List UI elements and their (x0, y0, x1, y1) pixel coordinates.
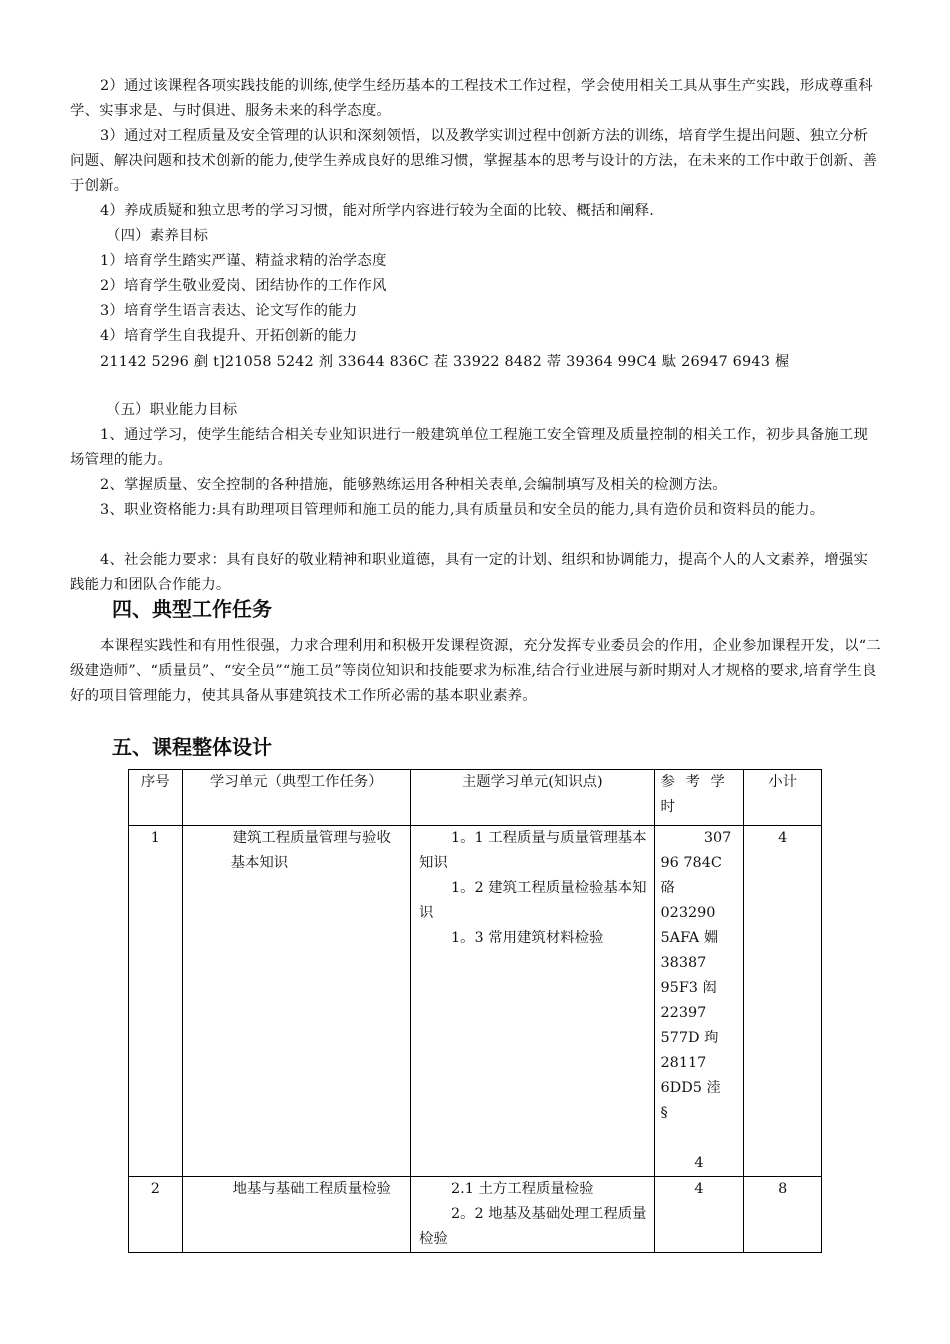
row-1-hours-line-5: 38387 (660, 955, 707, 971)
row-2-unit-text: 地基与基础工程质量检验 (232, 1181, 391, 1197)
section-title-literacy: （四）素养目标 (106, 228, 209, 244)
row-1-hours (654, 826, 744, 1177)
row-1-hours-value: 4 (694, 1155, 704, 1171)
garbled-code-line: 21142 5296 剷 t]21058 5242 剂 33644 836C 茬 33922 8482 蒂 39364 99C4 駄 26947 6943 楃 (100, 354, 790, 370)
row-2-unit (182, 1177, 410, 1253)
row-1-hours-line-7: 22397 (660, 1005, 707, 1021)
objective-paragraph-2: 2）通过该课程各项实践技能的训练,使学生经历基本的工程技术工作过程，学会使用相关工具从事生产实践，形成尊重科学、实事求是、与时俱进、服务未来的科学态度。 (70, 78, 873, 119)
row-1-hours-line-8: 577D 玽 (660, 1030, 719, 1046)
objective-paragraph-4: 4）养成质疑和独立思考的学习习惯，能对所学内容进行较为全面的比较、概括和阐释. (100, 203, 654, 219)
heading-typical-tasks: 四、典型工作任务 (112, 597, 272, 621)
heading-course-design: 五、课程整体设计 (112, 735, 272, 759)
row-2-topic-2: 2。2 地基及基础处理工程质量检验 (418, 1206, 647, 1247)
row-1-topic-3: 1。3 常用建筑材料检验 (450, 930, 604, 946)
typical-tasks-paragraph: 本课程实践性和有用性很强，力求合理利用和积极开发课程资源，充分发挥专业委员会的作用，企业参加课程开发，以“二级建造师”、“质量员”、“安全员”“施工员”等岗位知识和技能要求为标准,结合行业进展与新时期对人才规格的要求,培育学生良好的项目管理能力，使其具备从事建筑技术工作所必需的基本职业素养。 (70, 638, 881, 704)
header-unit: 学习单元（典型工作任务） (182, 770, 410, 826)
vocational-item-2: 2、掌握质量、安全控制的各种措施，能够熟练运用各种相关表单,会编制填写及相关的检测方法。 (100, 477, 727, 493)
header-seq: 序号 (129, 770, 183, 826)
row-1-hours-line-4: 5AFA 婣 (660, 930, 719, 946)
row-1-unit-text: 建筑工程质量管理与验收基本知识 (230, 830, 391, 871)
literacy-item-4: 4）培育学生自我提升、开拓创新的能力 (100, 328, 358, 344)
row-2-seq: 2 (129, 1177, 183, 1253)
table-row (129, 826, 822, 1177)
row-1-subtotal: 4 (744, 826, 822, 1177)
objective-paragraph-3: 3）通过对工程质量及安全管理的认识和深刻领悟，以及教学实训过程中创新方法的训练，培育学生提出问题、独立分析问题、解决问题和技术创新的能力,使学生养成良好的思维习惯，掌握基本的思考与设计的方法，在未来的工作中敢于创新、善于创新。 (70, 128, 878, 194)
header-hours: 参 考 学 时 (654, 770, 744, 826)
row-1-topic-2: 1。2 建筑工程质量检验基本知识 (418, 880, 647, 921)
literacy-item-1: 1）培育学生踏实严谨、精益求精的治学态度 (100, 253, 387, 269)
row-1-hours-line-3: 023290 (660, 905, 716, 921)
row-1-hours-line-6: 95F3 闳 (660, 980, 717, 996)
row-2-topic-1: 2.1 土方工程质量检验 (450, 1181, 594, 1197)
row-1-hours-line-9: 28117 (660, 1055, 707, 1071)
course-design-table (128, 769, 822, 1253)
literacy-item-3: 3）培育学生语言表达、论文写作的能力 (100, 303, 358, 319)
vocational-item-4: 4、社会能力要求：具有良好的敬业精神和职业道德，具有一定的计划、组织和协调能力，提高个人的人文素养，增强实践能力和团队合作能力。 (70, 552, 869, 593)
row-2-topics (410, 1177, 654, 1253)
table-row (129, 1177, 822, 1253)
row-1-unit (182, 826, 410, 1177)
vocational-item-3: 3、职业资格能力:具有助理项目管理师和施工员的能力,具有质量员和安全员的能力,具有造价员和资料员的能力。 (100, 502, 825, 518)
vocational-item-1: 1、通过学习，使学生能结合相关专业知识进行一般建筑单位工程施工安全管理及质量控制的相关工作，初步具备施工现场管理的能力。 (70, 427, 869, 468)
row-2-hours: 4 (654, 1177, 744, 1253)
row-1-hours-line-11: § (660, 1105, 668, 1121)
row-1-hours-line-2: 96 784C 硌 (660, 855, 722, 896)
section-title-vocational: （五）职业能力目标 (106, 402, 238, 418)
row-1-topic-1: 1。1 工程质量与质量管理基本知识 (418, 830, 647, 871)
row-1-topics (410, 826, 654, 1177)
literacy-item-2: 2）培育学生敬业爱岗、团结协作的工作作风 (100, 278, 387, 294)
row-1-hours-line-10: 6DD5 淕 (660, 1080, 721, 1096)
table-header-row (129, 770, 822, 826)
header-topic: 主题学习单元(知识点) (410, 770, 654, 826)
row-1-seq: 1 (129, 826, 183, 1177)
row-2-subtotal: 8 (744, 1177, 822, 1253)
row-1-hours-line-1: 307 (703, 830, 732, 846)
header-subtotal: 小计 (744, 770, 822, 826)
